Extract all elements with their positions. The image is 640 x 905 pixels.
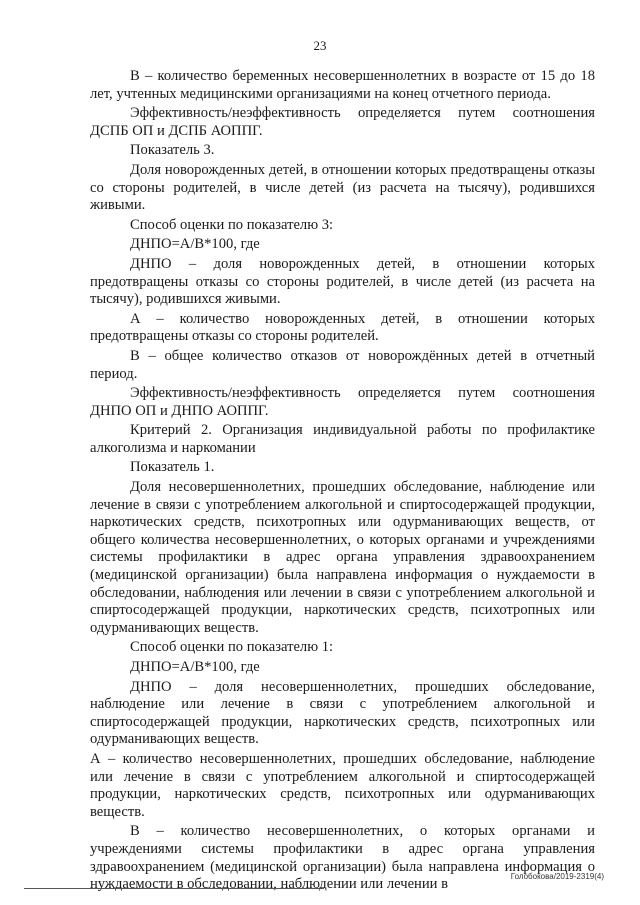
page-number: 23 bbox=[313, 38, 327, 53]
paragraph: ДНПО – доля новорожденных детей, в отношении которых предотвращены отказы со стороны родителей, в числе детей (из расчета на тысячу), родившихся живыми. bbox=[90, 255, 595, 308]
paragraph: ДНПО=А/В*100, где bbox=[130, 659, 260, 675]
paragraph: Доля несовершеннолетних, прошедших обследование, наблюдение или лечение в связи с употреблением алкогольной и спиртосодержащей продукции, наркотических средств, психотропных или одурманивающих веществ, от общего количества несовершеннолетних, о которых органами и учреждениями системы профилактики в адрес органа управления здравоохранением (медицинской организации) была направлена информация о нуждаемости в обследовании, наблюдения или лечении в связи с употреблением алкогольной и спиртосодержащей продукции, наркотических средств, психотропных или одурманивающих веществ. bbox=[90, 479, 595, 636]
paragraph: ДНПО=А/В*100, где bbox=[130, 236, 260, 253]
paragraph: Показатель 3. bbox=[130, 142, 215, 159]
paragraph: Доля новорожденных детей, в отношении которых предотвращены отказы со стороны родителей, в числе детей (из расчета на тысячу), родившихся живыми. bbox=[90, 161, 595, 214]
document-body bbox=[90, 68, 595, 894]
footnote-divider bbox=[24, 888, 324, 889]
paragraph: Показатель 1. bbox=[130, 459, 215, 476]
paragraph: В – количество несовершеннолетних, о которых органами и учреждениями системы профилактики в адрес органа управления здравоохранением (медицинской организации) была направлена информация о нуждаемости в обследовании, наблюдении или лечении в bbox=[90, 823, 595, 893]
paragraph: Способ оценки по показателю 1: bbox=[130, 639, 334, 656]
paragraph: А – количество новорожденных детей, в отношении которых предотвращены отказы со стороны родителей. bbox=[90, 310, 595, 345]
paragraph: ДНПО – доля несовершеннолетних, прошедших обследование, наблюдение или лечение в связи с употреблением алкогольной и спиртосодержащей продукции, наркотических средств, психотропных или одурманивающих веществ. bbox=[90, 678, 595, 748]
paragraph: А – количество несовершеннолетних, прошедших обследование, наблюдение или лечение в связи с употреблением алкогольной и спиртосодержащей продукции, наркотических средств, психотропных или одурманивающих веществ. bbox=[90, 750, 595, 820]
paragraph: Эффективность/неэффективность определяется путем соотношения ДНПО ОП и ДНПО АОППГ. bbox=[90, 385, 595, 419]
paragraph: Критерий 2. Организация индивидуальной работы по профилактике алкоголизма и наркомании bbox=[90, 422, 595, 456]
paragraph: Эффективность/неэффективность определяется путем соотношения ДСПБ ОП и ДСПБ АОППГ. bbox=[90, 105, 595, 139]
document-id: Голобокова/2019-2319(4) bbox=[510, 872, 604, 881]
paragraph: В – количество беременных несовершеннолетних в возрасте от 15 до 18 лет, учтенных медицинскими организациями на конец отчетного периода. bbox=[90, 68, 595, 102]
paragraph: Способ оценки по показателю 3: bbox=[130, 216, 334, 233]
paragraph: В – общее количество отказов от новорождённых детей в отчетный период. bbox=[90, 347, 595, 382]
